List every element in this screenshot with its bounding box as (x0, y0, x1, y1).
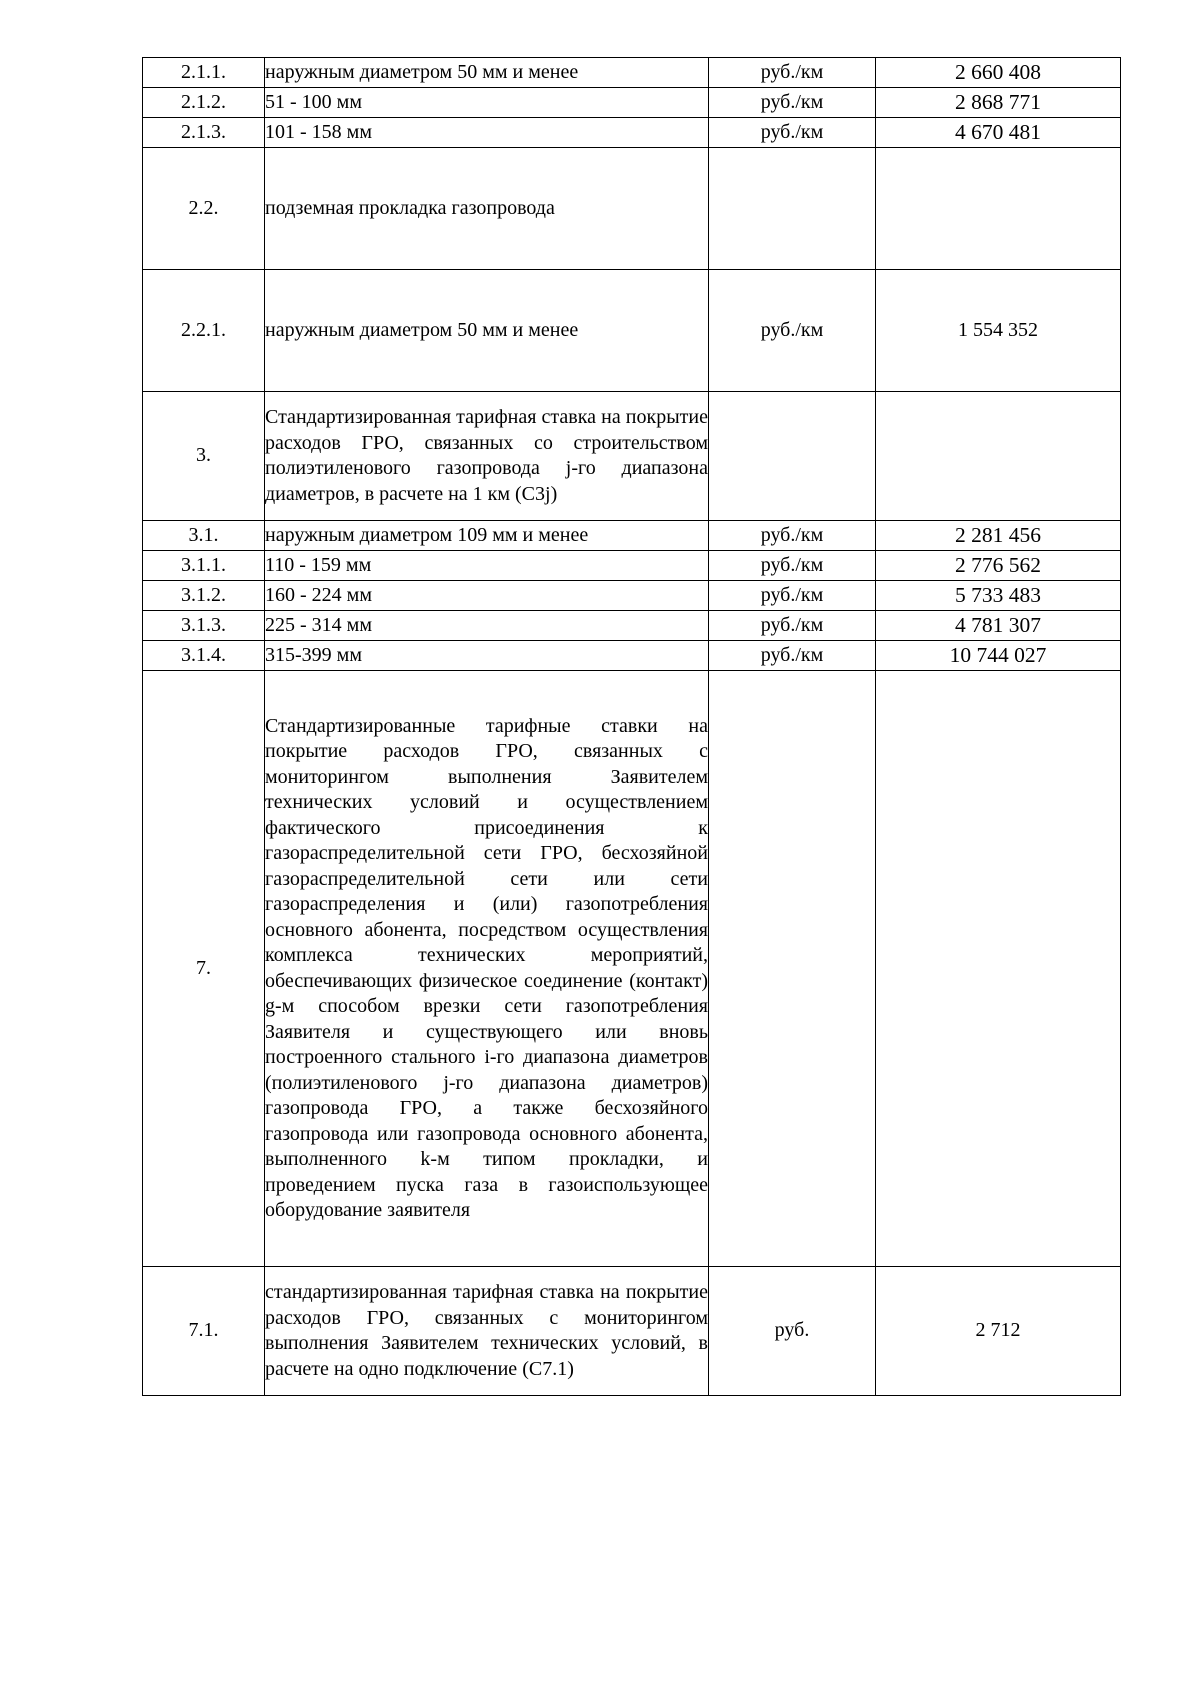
table-row (143, 671, 1121, 1267)
row-unit: руб./км (709, 611, 876, 641)
row-number: 3.1.2. (143, 581, 265, 611)
table-row (143, 118, 1121, 148)
row-number: 7.1. (143, 1267, 265, 1396)
row-description: Стандартизированные тарифные ставки на покрытие расходов ГРО, связанных с мониторингом выполнения Заявителем технических условий и осуществлением фактического присоединения к газораспределительной сети ГРО, бесхозяйной газораспределительной сети или сети газораспределения и (или) газопотребления основного абонента, посредством осуществления комплекса технических мероприятий, обеспечивающих физическое соединение (контакт) g-м способом врезки сети газопотребления Заявителя и существующего или вновь построенного стального i-го диапазона диаметров (полиэтиленового j-го диапазона диаметров) газопровода ГРО, а также бесхозяйного газопровода или газопровода основного абонента, выполненного k-м типом прокладки, и проведением пуска газа в газоиспользующее оборудование заявителя (265, 671, 709, 1267)
row-description: наружным диаметром 50 мм и менее (265, 58, 709, 88)
row-description: стандартизированная тарифная ставка на покрытие расходов ГРО, связанных с мониторингом выполнения Заявителем технических условий, в расчете на одно подключение (С7.1) (265, 1267, 709, 1396)
row-value: 4 670 481 (876, 118, 1121, 148)
row-description: 101 - 158 мм (265, 118, 709, 148)
row-number: 2.2.1. (143, 270, 265, 392)
row-value: 2 660 408 (876, 58, 1121, 88)
row-number: 2.1.1. (143, 58, 265, 88)
row-description: подземная прокладка газопровода (265, 148, 709, 270)
row-description: наружным диаметром 109 мм и менее (265, 521, 709, 551)
row-number: 7. (143, 671, 265, 1267)
row-value: 2 281 456 (876, 521, 1121, 551)
row-unit: руб./км (709, 58, 876, 88)
row-value: 5 733 483 (876, 581, 1121, 611)
tariff-table (142, 57, 1121, 1396)
table-row (143, 521, 1121, 551)
row-value: 2 776 562 (876, 551, 1121, 581)
row-number: 3.1. (143, 521, 265, 551)
table-row (143, 641, 1121, 671)
row-unit (709, 148, 876, 270)
row-description: 51 - 100 мм (265, 88, 709, 118)
row-number: 3.1.1. (143, 551, 265, 581)
row-value (876, 671, 1121, 1267)
table-row (143, 551, 1121, 581)
row-unit: руб./км (709, 88, 876, 118)
row-number: 2.1.2. (143, 88, 265, 118)
table-row (143, 58, 1121, 88)
table-row (143, 581, 1121, 611)
table-row (143, 392, 1121, 521)
table-row (143, 611, 1121, 641)
row-value (876, 392, 1121, 521)
row-unit (709, 671, 876, 1267)
row-description: наружным диаметром 50 мм и менее (265, 270, 709, 392)
row-unit: руб. (709, 1267, 876, 1396)
row-description: Стандартизированная тарифная ставка на покрытие расходов ГРО, связанных со строительством полиэтиленового газопровода j-го диапазона диаметров, в расчете на 1 км (С3j) (265, 392, 709, 521)
table-row (143, 88, 1121, 118)
row-number: 2.1.3. (143, 118, 265, 148)
row-value: 10 744 027 (876, 641, 1121, 671)
row-unit: руб./км (709, 270, 876, 392)
row-unit: руб./км (709, 118, 876, 148)
table-row (143, 148, 1121, 270)
row-value (876, 148, 1121, 270)
row-unit: руб./км (709, 581, 876, 611)
row-value: 2 712 (876, 1267, 1121, 1396)
row-unit: руб./км (709, 641, 876, 671)
row-unit (709, 392, 876, 521)
row-value: 4 781 307 (876, 611, 1121, 641)
row-value: 2 868 771 (876, 88, 1121, 118)
row-description: 315-399 мм (265, 641, 709, 671)
row-description: 160 - 224 мм (265, 581, 709, 611)
row-value: 1 554 352 (876, 270, 1121, 392)
row-number: 3.1.3. (143, 611, 265, 641)
row-number: 3. (143, 392, 265, 521)
row-description: 110 - 159 мм (265, 551, 709, 581)
row-number: 3.1.4. (143, 641, 265, 671)
table-row (143, 270, 1121, 392)
row-unit: руб./км (709, 551, 876, 581)
row-description: 225 - 314 мм (265, 611, 709, 641)
table-row (143, 1267, 1121, 1396)
row-number: 2.2. (143, 148, 265, 270)
row-unit: руб./км (709, 521, 876, 551)
